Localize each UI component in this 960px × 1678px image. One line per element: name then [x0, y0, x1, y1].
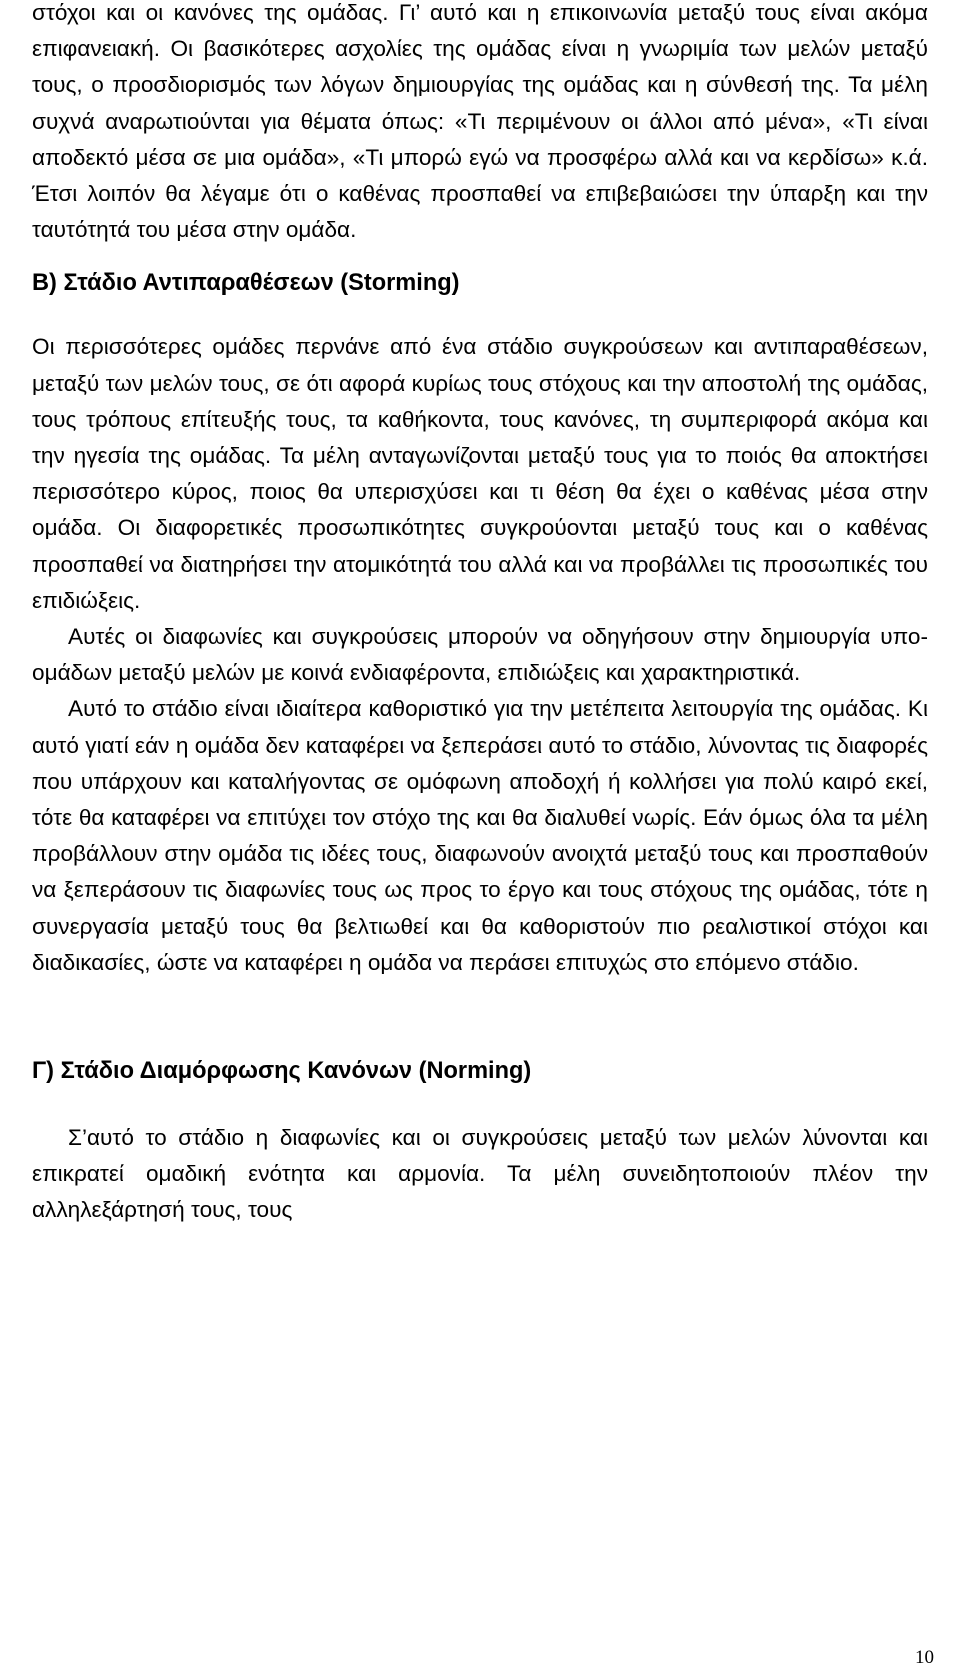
- section-heading-norming: Γ) Στάδιο Διαμόρφωσης Κανόνων (Norming): [32, 1058, 532, 1085]
- document-page: [32, 0, 928, 1229]
- page-number: 10: [915, 1647, 934, 1668]
- paragraph-storming-1: Οι περισσότερες ομάδες περνάνε από ένα στάδιο συγκρούσεων και αντιπαραθέσεων, μεταξύ των μελών τους, σε ότι αφορά κυρίως τους στόχους και την αποστολή της ομάδας, τους τρόπους επίτευξής τους, τα καθήκοντα, τους κανόνες, τη συμπεριφορά ακόμα και την ηγεσία της ομάδας. Τα μέλη ανταγωνίζονται μεταξύ τους για το ποιός θα αποκτήσει περισσότερο κύρος, ποιος θα υπερισχύσει και τι θέση θα έχει ο καθένας μέσα στην ομάδα. Οι διαφορετικές προσωπικότητες συγκρούονται μεταξύ τους και ο καθένας προσπαθεί να διατηρήσει την ατομικότητά του αλλά και να προβάλλει τις προσωπικές του επιδιώξεις.: [32, 334, 928, 613]
- section-heading-storming: Β) Στάδιο Αντιπαραθέσεων (Storming): [32, 270, 460, 297]
- paragraph-norming-1: Σ’αυτό το στάδιο η διαφωνίες και οι συγκρούσεις μεταξύ των μελών λύνονται και επικρατεί ομαδική ενότητα και αρμονία. Τα μέλη συνειδητοποιούν πλέον την αλληλεξάρτησή τους, τους: [32, 1125, 928, 1223]
- paragraph-intro: στόχοι και οι κανόνες της ομάδας. Γι’ αυτό και η επικοινωνία μεταξύ τους είναι ακόμα επιφανειακή. Οι βασικότερες ασχολίες της ομάδας είναι η γνωριμία των μελών μεταξύ τους, ο προσδιορισμός των λόγων δημιουργίας της ομάδας και η σύνθεσή της. Τα μέλη συχνά αναρωτιούνται για θέματα όπως: «Τι περιμένουν οι άλλοι από μένα», «Τι είναι αποδεκτό μέσα σε μια ομάδα», «Τι μπορώ εγώ να προσφέρω αλλά και να κερδίσω» κ.ά. Έτσι λοιπόν θα λέγαμε ότι ο καθένας προσπαθεί να επιβεβαιώσει την ύπαρξη και την ταυτότητά του μέσα στην ομάδα.: [32, 0, 928, 243]
- paragraph-storming-2: Αυτές οι διαφωνίες και συγκρούσεις μπορούν να οδηγήσουν στην δημιουργία υπο-ομάδων μεταξύ μελών με κοινά ενδιαφέροντα, επιδιώξεις και χαρακτηριστικά.: [32, 624, 928, 686]
- paragraph-storming-3: Αυτό το στάδιο είναι ιδιαίτερα καθοριστικό για την μετέπειτα λειτουργία της ομάδας. Κι αυτό γιατί εάν η ομάδα δεν καταφέρει να ξεπεράσει αυτό το στάδιο, λύνοντας τις διαφορές που υπάρχουν και καταλήγοντας σε ομόφωνη αποδοχή ή κολλήσει για πολύ καιρό εκεί, τότε θα καταφέρει να επιτύχει τον στόχο της και θα διαλυθεί νωρίς. Εάν όμως όλα τα μέλη προβάλλουν στην ομάδα τις ιδέες τους, διαφωνούν ανοιχτά μεταξύ τους και προσπαθούν να ξεπεράσουν τις διαφωνίες τους ως προς το έργο και τους στόχους της ομάδας, τότε η συνεργασία μεταξύ τους θα βελτιωθεί και θα καθοριστούν πιο ρεαλιστικοί στόχοι και διαδικασίες, ώστε να καταφέρει η ομάδα να περάσει επιτυχώς στο επόμενο στάδιο.: [32, 696, 928, 975]
